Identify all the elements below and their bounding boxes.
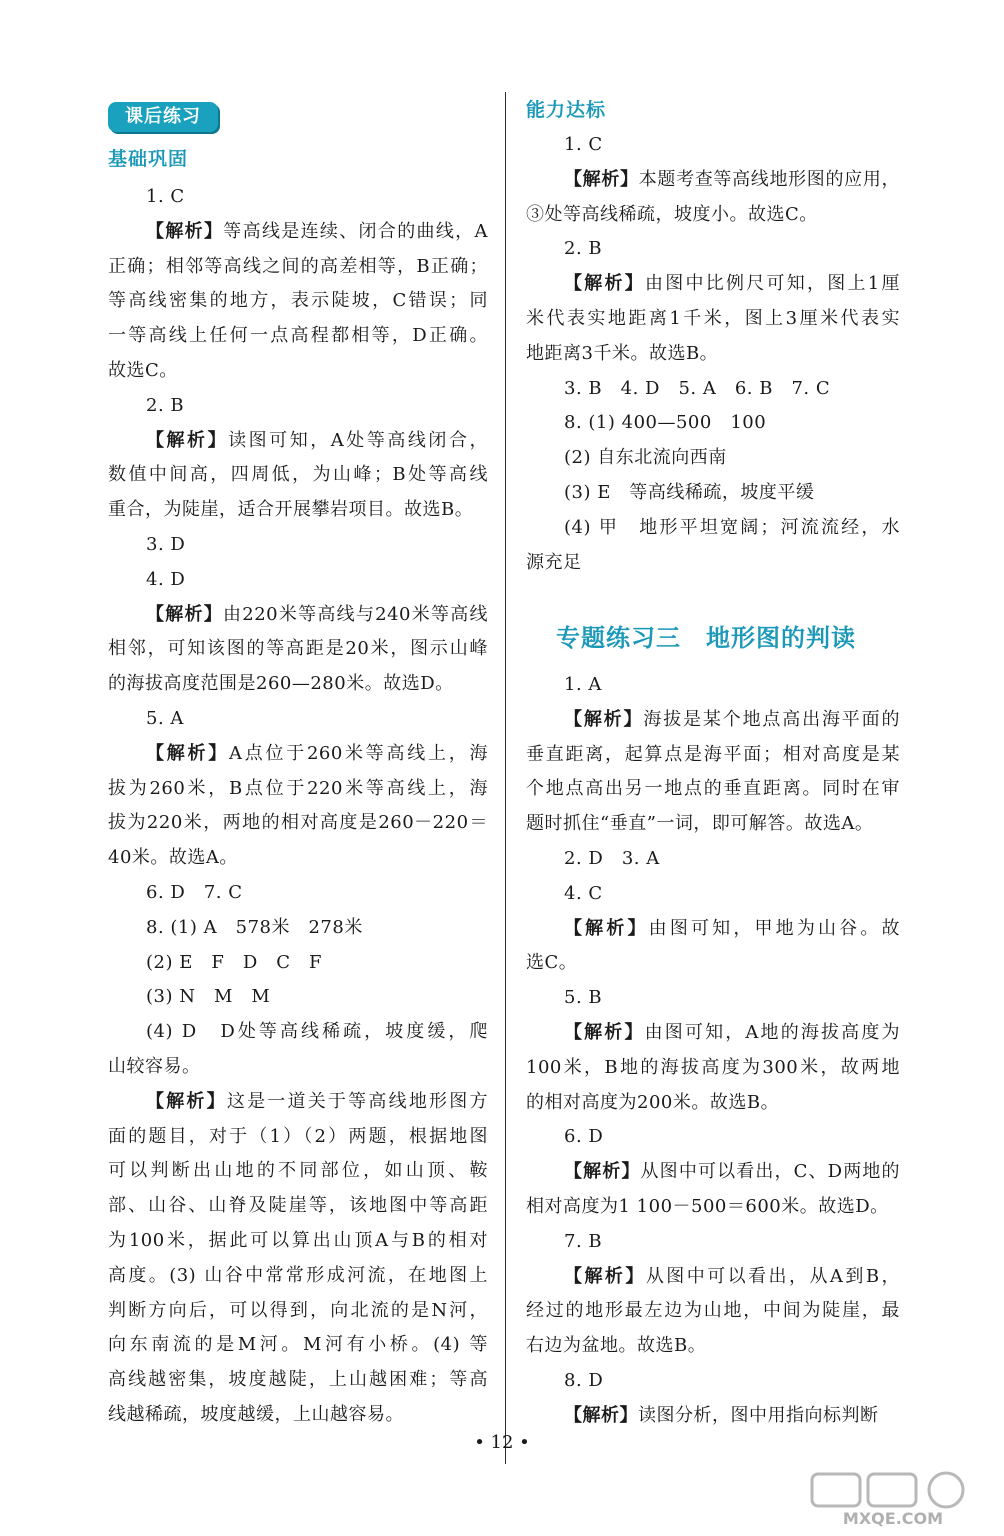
explanation-tag: 【解析】	[564, 1161, 641, 1183]
explanation-text: 由图可知，甲地为山谷。故	[648, 917, 901, 939]
right.lines_top-line: 源充足	[526, 551, 582, 573]
exercise-badge: 课后练习	[108, 102, 218, 132]
explanation-tag: 【解析】	[146, 1090, 227, 1112]
ability-subhead: 能力达标	[526, 99, 607, 121]
left.lines-line: 2. B	[146, 394, 185, 416]
left.lines-line	[108, 424, 488, 458]
left.lines-line: 正确；相邻等高线之间的高差相等，B正确；	[108, 255, 488, 277]
explanation-text: 由图可知，A地的海拔高度为	[644, 1022, 900, 1043]
right.lines_bottom-line: 8. D	[564, 1370, 604, 1391]
left.lines-line: 面的题目，对于（1）（2）两题，根据地图	[108, 1125, 488, 1147]
watermark-logo	[808, 1470, 978, 1528]
right.lines_bottom-line: 题时抓住“垂直”一词，即可解答。故选A。	[526, 813, 874, 835]
right.lines_bottom-line	[526, 1155, 900, 1189]
left.lines-line: 拔为220米，两地的相对高度是260－220＝	[108, 812, 488, 834]
right.lines_bottom-line: 的相对高度为200米。故选B。	[526, 1091, 780, 1113]
left.lines-line: 部、山谷、山脊及陡崖等，该地图中等高距	[108, 1195, 488, 1217]
left.lines-line: 5. A	[146, 708, 184, 729]
right.lines_top-line: 米代表实地距离1千米，图上3厘米代表实	[526, 308, 900, 329]
explanation-tag: 【解析】	[564, 1022, 645, 1043]
right.lines_bottom-line: 选C。	[526, 952, 578, 974]
left.lines-line: 4. D	[146, 568, 186, 590]
explanation-text: 读图可知，A处等高线闭合，	[228, 429, 488, 451]
left.lines-line: 高度。(3) 山谷中常常形成河流，在地图上	[108, 1264, 488, 1286]
left.lines-line: 一等高线上任何一点高程都相等，D正确。	[108, 325, 488, 347]
left.lines-line: 故选C。	[108, 360, 178, 381]
left.lines-line: 数值中间高，四周低，为山峰；B处等高线	[108, 464, 488, 486]
explanation-tag: 【解析】	[564, 168, 639, 190]
basic-subhead: 基础巩固	[108, 148, 189, 170]
right.lines_top-line: 2. B	[564, 238, 603, 260]
left.lines-line	[108, 215, 488, 249]
left.lines-line: 为100米，据此可以算出山顶A与B的相对	[108, 1230, 488, 1251]
explanation-tag: 【解析】	[564, 1265, 646, 1287]
left.lines-line: 重合，为陡崖，适合开展攀岩项目。故选B。	[108, 499, 474, 521]
page-number: • 12 •	[474, 1432, 530, 1453]
right.lines_bottom-line: 2. D 3. A	[564, 848, 660, 869]
left.lines-line	[108, 598, 488, 632]
left.lines-line: 向东南流的是M河。M河有小桥。(4) 等	[108, 1334, 488, 1356]
explanation-text: 从图中可以看出，从A到B，	[645, 1265, 901, 1287]
left.lines-line	[108, 1085, 488, 1119]
explanation-tag: 【解析】	[146, 603, 224, 625]
left.lines-line: 等高线密集的地方，表示陡坡，C错误；同	[108, 290, 488, 312]
left.lines-line: 判断方向后，可以得到，向北流的是N河，	[108, 1299, 488, 1321]
explanation-tag: 【解析】	[146, 429, 229, 451]
left.lines-line: 3. D	[146, 534, 186, 555]
explanation-text: 等高线是连续、闭合的曲线，A	[223, 220, 489, 242]
right.lines_bottom-line: 右边为盆地。故选B。	[526, 1335, 707, 1357]
left.lines-line: 8. (1) A 578米 278米	[146, 916, 363, 938]
explanation-tag: 【解析】	[564, 917, 649, 939]
right.lines_bottom-line	[526, 703, 900, 737]
explanation-tag: 【解析】	[146, 220, 224, 242]
right.lines_bottom-line	[526, 1260, 900, 1294]
right.lines_top-line: (3) E 等高线稀疏，坡度平缓	[564, 482, 815, 503]
right.lines_bottom-line: 4. C	[564, 882, 603, 904]
right.lines_bottom-line: 个地点高出另一地点的垂直距离。同时在审	[526, 778, 900, 800]
right.lines_top-line: 1. C	[564, 134, 603, 155]
right.lines_top-line: 8. (1) 400—500 100	[564, 412, 767, 434]
right.lines_top-line	[526, 163, 900, 197]
right.lines_bottom-line: 7. B	[564, 1230, 603, 1252]
right.lines_bottom-line: 6. D	[564, 1126, 604, 1148]
explanation-text: 读图分析，图中用指向标判断	[638, 1404, 879, 1426]
right.lines_top-line: (2) 自东北流向西南	[564, 447, 727, 469]
left.lines-line	[108, 737, 488, 771]
explanation-tag: 【解析】	[564, 1404, 638, 1426]
right.lines_bottom-line: 100米，B地的海拔高度为300米，故两地	[526, 1056, 900, 1078]
explanation-tag: 【解析】	[146, 742, 229, 764]
right.lines_top-line	[526, 267, 900, 301]
explanation-text: 这是一道关于等高线地形图方	[226, 1090, 488, 1112]
explanation-tag: 【解析】	[564, 708, 644, 730]
left.lines-line: 的海拔高度范围是260—280米。故选D。	[108, 673, 454, 695]
left.lines-line: 可以判断出山地的不同部位，如山顶、鞍	[108, 1160, 488, 1182]
right.lines_bottom-line	[526, 1016, 900, 1050]
explanation-text: 本题考查等高线地形图的应用，	[638, 168, 901, 190]
right.lines_bottom-line	[526, 912, 900, 946]
explanation-tag: 【解析】	[564, 273, 646, 295]
left.lines-line: 山较容易。	[108, 1056, 201, 1077]
explanation-text: 由220米等高线与240米等高线	[223, 603, 489, 625]
right.lines_top-line: 3. B 4. D 5. A 6. B 7. C	[564, 377, 831, 399]
left.lines-line: (2) E F D C F	[146, 951, 323, 973]
right.lines_bottom-line: 相对高度为1 100－500＝600米。故选D。	[526, 1196, 889, 1217]
right.lines_top-line: ③处等高线稀疏，坡度小。故选C。	[526, 203, 818, 225]
left.lines-line: 40米。故选A。	[108, 847, 238, 869]
left.lines-line: 高线越密集，坡度越陡，上山越困难；等高	[108, 1369, 488, 1391]
explanation-text: A点位于260米等高线上，海	[228, 742, 489, 764]
right.lines_top-line: 地距离3千米。故选B。	[526, 342, 719, 364]
right.lines_bottom-line: 5. B	[564, 987, 603, 1009]
left.lines-line: 拔为260米，B点位于220米等高线上，海	[108, 777, 488, 799]
left.lines-line: 6. D 7. C	[146, 882, 243, 903]
left.lines-line: 线越稀疏，坡度越缓，上山越容易。	[108, 1404, 404, 1425]
right.lines_bottom-line: 垂直距离，起算点是海平面；相对高度是某	[526, 743, 900, 765]
section-title: 专题练习三 地形图的判读	[556, 624, 856, 652]
left.lines-line: 相邻，可知该图的等高距是20米，图示山峰	[108, 638, 488, 660]
right.lines_bottom-line: 1. A	[564, 674, 602, 695]
explanation-text: 从图中可以看出，C、D两地的	[640, 1161, 901, 1183]
left.lines-line: 1. C	[146, 186, 185, 207]
right.lines_bottom-line	[526, 1399, 900, 1433]
right.lines_bottom-line: 经过的地形最左边为山地，中间为陡崖，最	[526, 1300, 900, 1322]
watermark-domain: MXQE.COM	[842, 1509, 944, 1528]
explanation-text: 海拔是某个地点高出海平面的	[643, 708, 900, 730]
left.lines-line: (3) N M M	[146, 986, 271, 1008]
right.lines_top-line: (4) 甲 地形平坦宽阔；河流流经，水	[564, 516, 900, 538]
column-divider	[505, 92, 506, 1464]
explanation-text: 由图中比例尺可知，图上1厘	[645, 273, 901, 295]
left.lines-line: (4) D D处等高线稀疏，坡度缓，爬	[146, 1021, 488, 1043]
